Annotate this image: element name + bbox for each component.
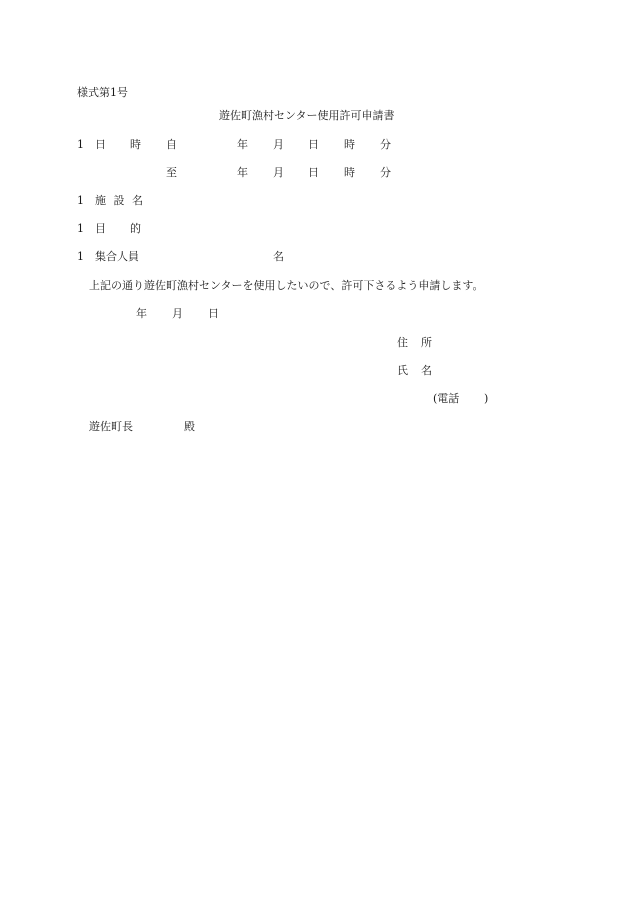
- date-label-day: 日: [95, 138, 106, 151]
- date-to-hour: 時: [344, 166, 355, 179]
- addressee-name: 遊佐町長: [89, 420, 133, 433]
- facility-number: 1: [77, 194, 84, 207]
- date-to: 至: [166, 166, 177, 179]
- addressee-honorific: 殿: [184, 420, 195, 433]
- purpose-label-1: 目: [95, 222, 106, 235]
- attendees-unit: 名: [273, 250, 284, 263]
- purpose-label-2: 的: [130, 222, 141, 235]
- request-text: 上記の通り遊佐町漁村センターを使用したいので、許可下さるよう申請します。: [89, 279, 484, 292]
- date-from-year: 年: [237, 138, 248, 151]
- document-title: 遊佐町漁村センター使用許可申請書: [219, 109, 395, 122]
- application-month: 月: [172, 307, 183, 320]
- application-year: 年: [136, 307, 147, 320]
- applicant-phone-close: ): [484, 392, 489, 405]
- date-to-minute: 分: [380, 166, 391, 179]
- date-from-month: 月: [273, 138, 284, 151]
- date-row-number: 1: [77, 138, 84, 151]
- application-day: 日: [208, 307, 219, 320]
- applicant-name-label-1: 氏: [397, 364, 408, 377]
- date-to-month: 月: [273, 166, 284, 179]
- attendees-number: 1: [77, 250, 84, 263]
- form-number: 様式第1号: [77, 86, 128, 99]
- applicant-name-label-2: 名: [421, 364, 432, 377]
- date-from-minute: 分: [380, 138, 391, 151]
- applicant-address-label-1: 住: [397, 336, 408, 349]
- facility-label: 施 設 名: [95, 194, 145, 207]
- applicant-address-label-2: 所: [421, 336, 432, 349]
- date-from-day: 日: [308, 138, 319, 151]
- date-from: 自: [166, 138, 177, 151]
- date-to-year: 年: [237, 166, 248, 179]
- date-label-time: 時: [130, 138, 141, 151]
- applicant-phone-open: (電話: [433, 392, 460, 405]
- date-to-day: 日: [308, 166, 319, 179]
- date-from-hour: 時: [344, 138, 355, 151]
- attendees-label: 集合人員: [95, 250, 139, 263]
- purpose-number: 1: [77, 222, 84, 235]
